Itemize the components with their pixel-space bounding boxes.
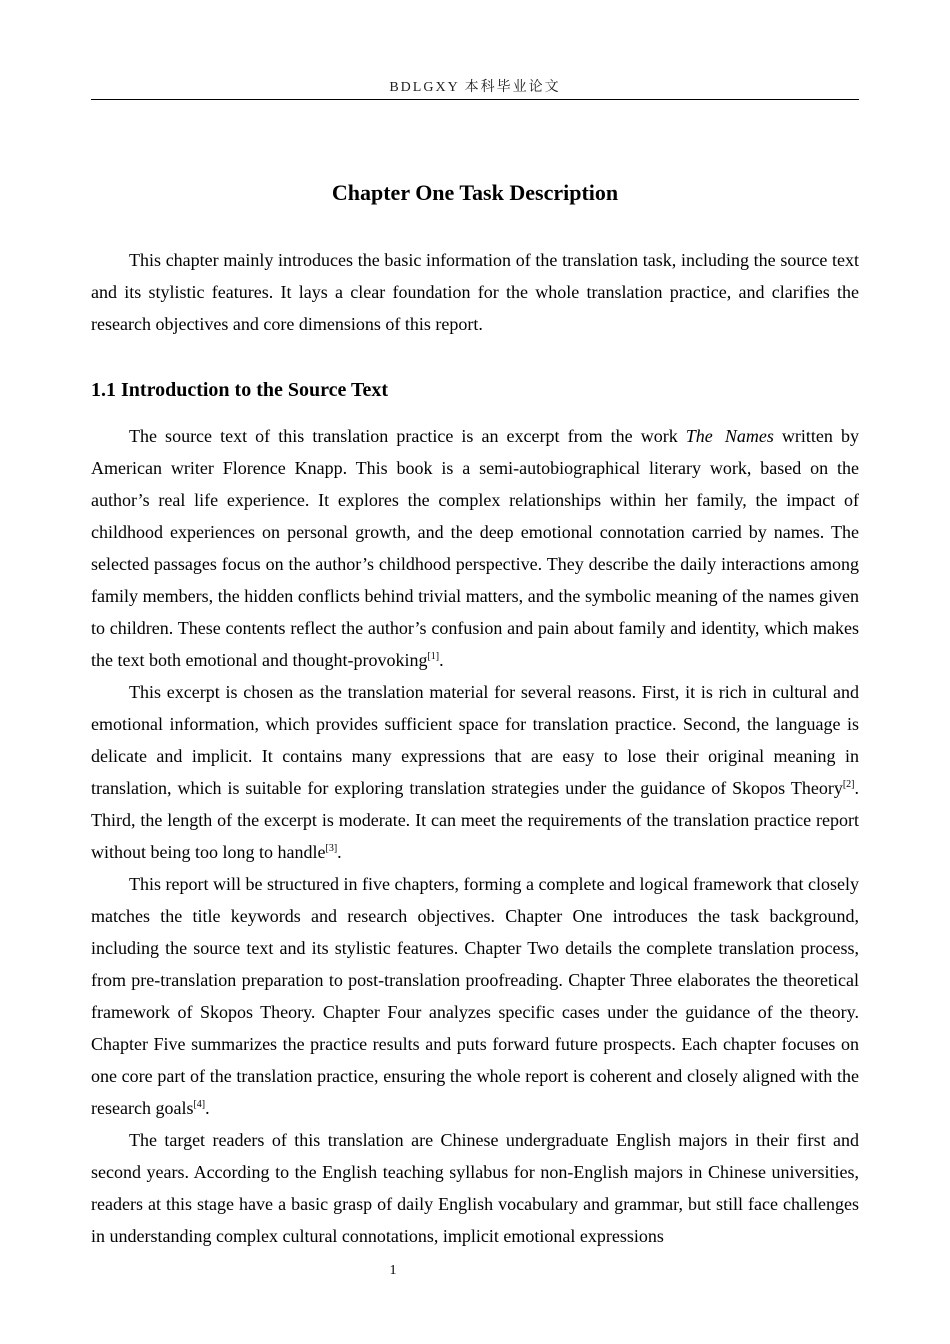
- header-text: BDLGXY 本科毕业论文: [389, 80, 561, 95]
- page-number: 1: [389, 1263, 397, 1278]
- header-divider: [91, 99, 859, 100]
- paragraph-report-structure: [91, 868, 859, 1124]
- text-run: .: [439, 650, 444, 670]
- text-run: This report will be structured in five chapters, forming a complete and logical framework that closely matches the title keywords and research objectives. Chapter One introduces the task background, including the source text and its stylistic features. Chapter Two details the complete translation process, from pre-translation preparation to post-translation proofreading. Chapter Three elaborates the theoretical framework of Skopos Theory. Chapter Four analyzes specific cases under the guidance of the theory. Chapter Five summarizes the practice results and puts forward future prospects. Each chapter focuses on one core part of the translation practice, ensuring the whole report is coherent and closely aligned with the research goals: [91, 874, 859, 1118]
- text-run: .: [337, 842, 342, 862]
- text-run: This excerpt is chosen as the translation material for several reasons. First, it is rich in cultural and emotional information, which provides sufficient space for translation practice. Second, the language is delicate and implicit. It contains many expressions that are easy to lose their original meaning in translation, which is suitable for exploring translation strategies under the guidance of Skopos Theory: [91, 682, 859, 798]
- book-title: The Names: [685, 426, 774, 446]
- citation-ref: [1]: [427, 651, 440, 662]
- text-run: The target readers of this translation are Chinese undergraduate English majors in their first and second years. According to the English teaching syllabus for non-English majors in Chinese universities, readers at this stage have a basic grasp of daily English vocabulary and grammar, but still face challenges in understanding complex cultural connotations, implicit emotional expressions: [91, 1130, 859, 1246]
- citation-ref: [2]: [842, 779, 855, 790]
- text-run: .: [205, 1098, 210, 1118]
- paragraph-target-readers: [91, 1124, 859, 1252]
- chapter-title: Chapter One Task Description: [331, 180, 619, 205]
- section-title: 1.1 Introduction to the Source Text: [91, 379, 389, 401]
- intro-paragraph: This chapter mainly introduces the basic information of the translation task, including the source text and its stylistic features. It lays a clear foundation for the whole translation practice, and clarifies the research objectives and core dimensions of this report.: [91, 250, 859, 334]
- text-run: The source text of this translation practice is an excerpt from the work: [129, 426, 686, 446]
- text-run: written by American writer Florence Knapp. This book is a semi-autobiographical literary work, based on the author’s real life experience. It explores the complex relationships within her family, the impact of childhood experiences on personal growth, and the deep emotional connotation carried by names. The selected passages focus on the author’s childhood perspective. They describe the daily interactions among family members, the hidden conflicts behind trivial matters, and the symbolic meaning of the names given to children. These contents reflect the author’s confusion and pain about family and identity, which makes the text both emotional and thought-provoking: [91, 426, 859, 670]
- intro-section: [91, 244, 859, 340]
- paragraph-selection-reasons: [91, 676, 859, 868]
- citation-ref: [3]: [325, 843, 338, 854]
- citation-ref: [4]: [193, 1099, 206, 1110]
- paragraph-source-text: [91, 420, 859, 676]
- text-run: . Third, the length of the excerpt is moderate. It can meet the requirements of the translation practice report without being too long to handle: [91, 778, 859, 862]
- section-body: [91, 420, 859, 1252]
- page-header: [91, 76, 859, 96]
